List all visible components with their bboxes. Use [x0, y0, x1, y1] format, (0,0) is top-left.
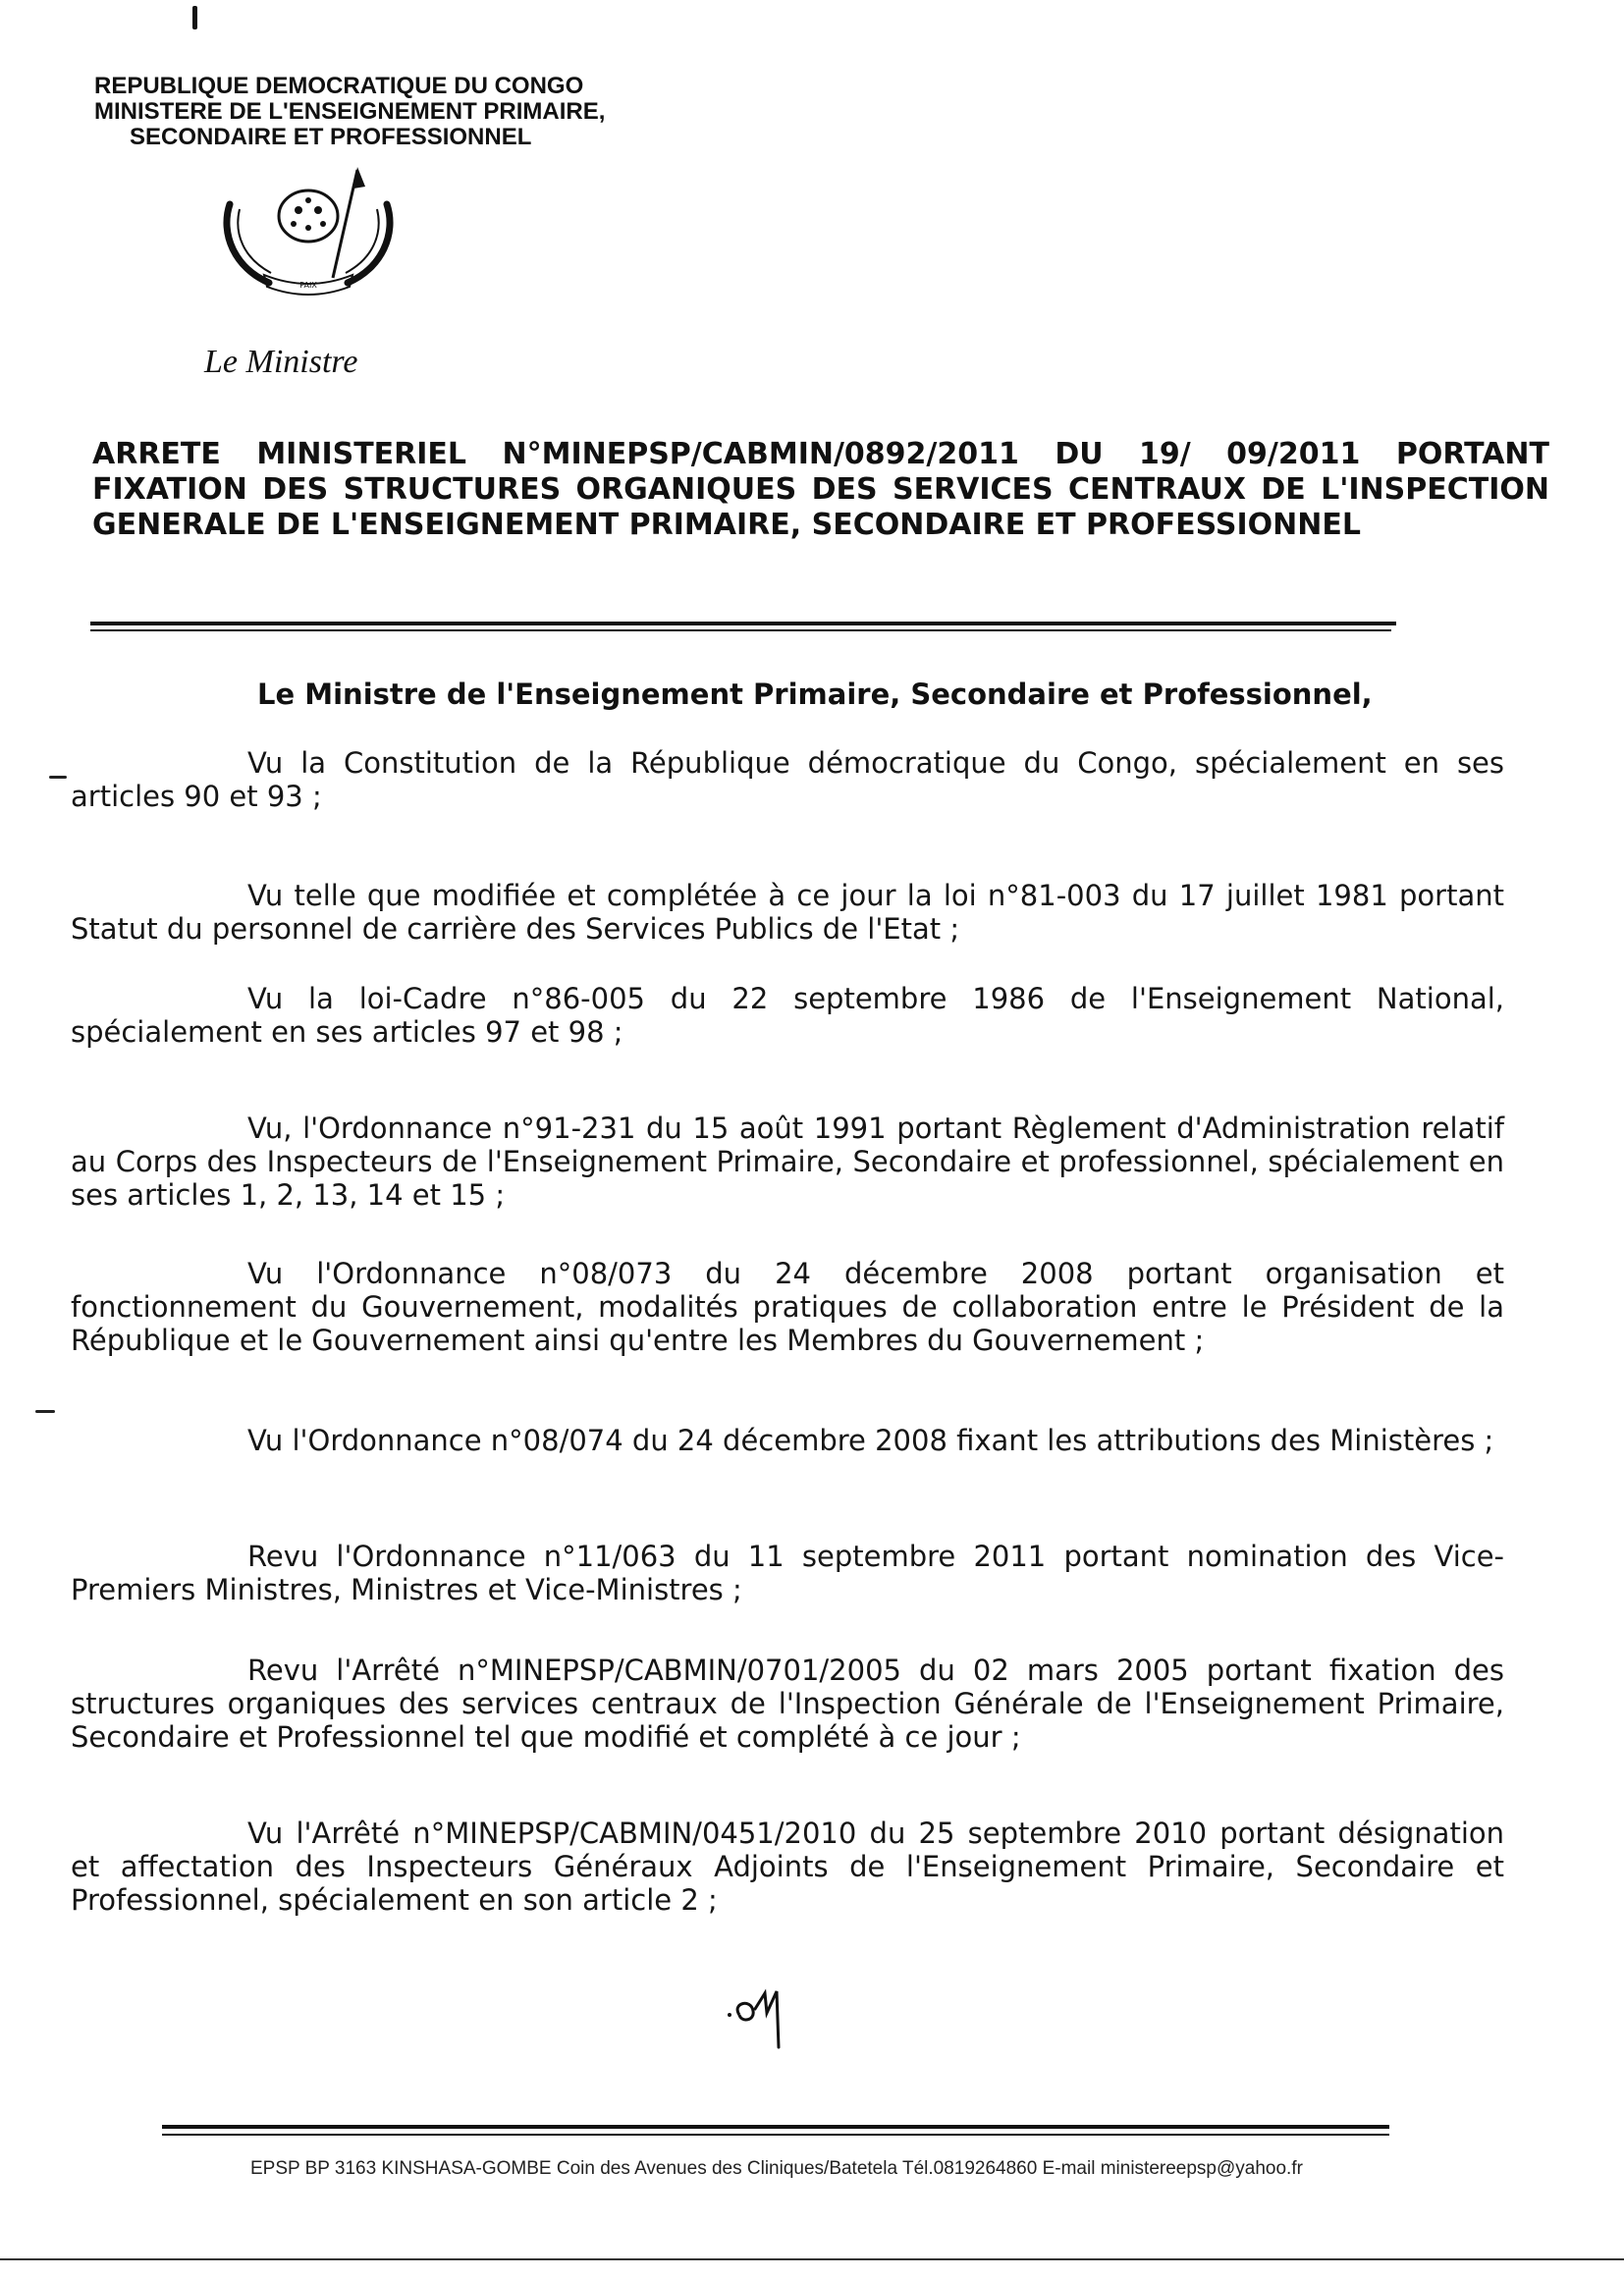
- margin-mark: [49, 776, 67, 779]
- recital-item: Vu la loi-Cadre n°86-005 du 22 septembre 1986 de l'Enseignement National, spécialement en ses articles 97 et 98 ;: [71, 982, 1504, 1049]
- handwritten-initials: [722, 1974, 800, 2052]
- recital-item: Vu l'Ordonnance n°08/074 du 24 décembre 2008 fixant les attributions des Ministères ;: [247, 1424, 1494, 1457]
- scan-mark: [192, 6, 197, 29]
- recital-item: Vu telle que modifiée et complétée à ce jour la loi n°81-003 du 17 juillet 1981 portant Statut du personnel de carrière des Services Publics de l'Etat ;: [71, 879, 1504, 946]
- recital-item: Vu l'Ordonnance n°08/073 du 24 décembre 2008 portant organisation et fonctionnement du Gouvernement, modalités pratiques de collaboration entre le Président de la République et le Gouvernement ainsi qu'entre les Membres du Gouvernement ;: [71, 1257, 1504, 1357]
- coat-of-arms-icon: [210, 165, 406, 302]
- recital-item: Vu, l'Ordonnance n°91-231 du 15 août 1991 portant Règlement d'Administration relatif au Corps des Inspecteurs de l'Enseignement Primaire, Secondaire et professionnel, spécialement en ses articles 1, 2, 13, 14 et 15 ;: [71, 1112, 1504, 1212]
- recital-item: Revu l'Ordonnance n°11/063 du 11 septembre 2011 portant nomination des Vice-Premiers Ministres, Ministres et Vice-Ministres ;: [71, 1540, 1504, 1606]
- margin-mark: [35, 1410, 55, 1413]
- letterhead-line-2: MINISTERE DE L'ENSEIGNEMENT PRIMAIRE,: [94, 98, 606, 125]
- minister-heading: Le Ministre: [204, 344, 358, 380]
- page-edge: [0, 2258, 1624, 2260]
- preamble: Le Ministre de l'Enseignement Primaire, Secondaire et Professionnel,: [257, 678, 1373, 711]
- recital-item: Revu l'Arrêté n°MINEPSP/CABMIN/0701/2005 du 02 mars 2005 portant fixation des structures organiques des services centraux de l'Inspection Générale de l'Enseignement Primaire, Secondaire et Professionnel tel que modifié et complété à ce jour ;: [71, 1654, 1504, 1754]
- svg-text:PAIX: PAIX: [299, 281, 317, 290]
- footer-divider: [162, 2125, 1389, 2136]
- letterhead-line-1: REPUBLIQUE DEMOCRATIQUE DU CONGO: [94, 73, 584, 99]
- letterhead-line-3: SECONDAIRE ET PROFESSIONNEL: [130, 124, 532, 150]
- letterhead: [94, 74, 605, 150]
- decree-title: ARRETE MINISTERIEL N°MINEPSP/CABMIN/0892/2011 DU 19/ 09/2011 PORTANT FIXATION DES STRUCTURES ORGANIQUES DES SERVICES CENTRAUX DE L'INSPECTION GENERALE DE L'ENSEIGNEMENT PRIMAIRE, SECONDAIRE ET PROFESSIONNEL: [92, 437, 1549, 542]
- footer-address: EPSP BP 3163 KINSHASA-GOMBE Coin des Avenues des Cliniques/Batetela Tél.0819264860 E-mail ministereepsp@yahoo.fr: [250, 2158, 1303, 2179]
- recital-item: Vu la Constitution de la République démocratique du Congo, spécialement en ses articles 90 et 93 ;: [71, 746, 1504, 813]
- recital-item: Vu l'Arrêté n°MINEPSP/CABMIN/0451/2010 du 25 septembre 2010 portant désignation et affectation des Inspecteurs Généraux Adjoints de l'Enseignement Primaire, Secondaire et Professionnel, spécialement en son article 2 ;: [71, 1817, 1504, 1917]
- title-divider: [90, 622, 1396, 631]
